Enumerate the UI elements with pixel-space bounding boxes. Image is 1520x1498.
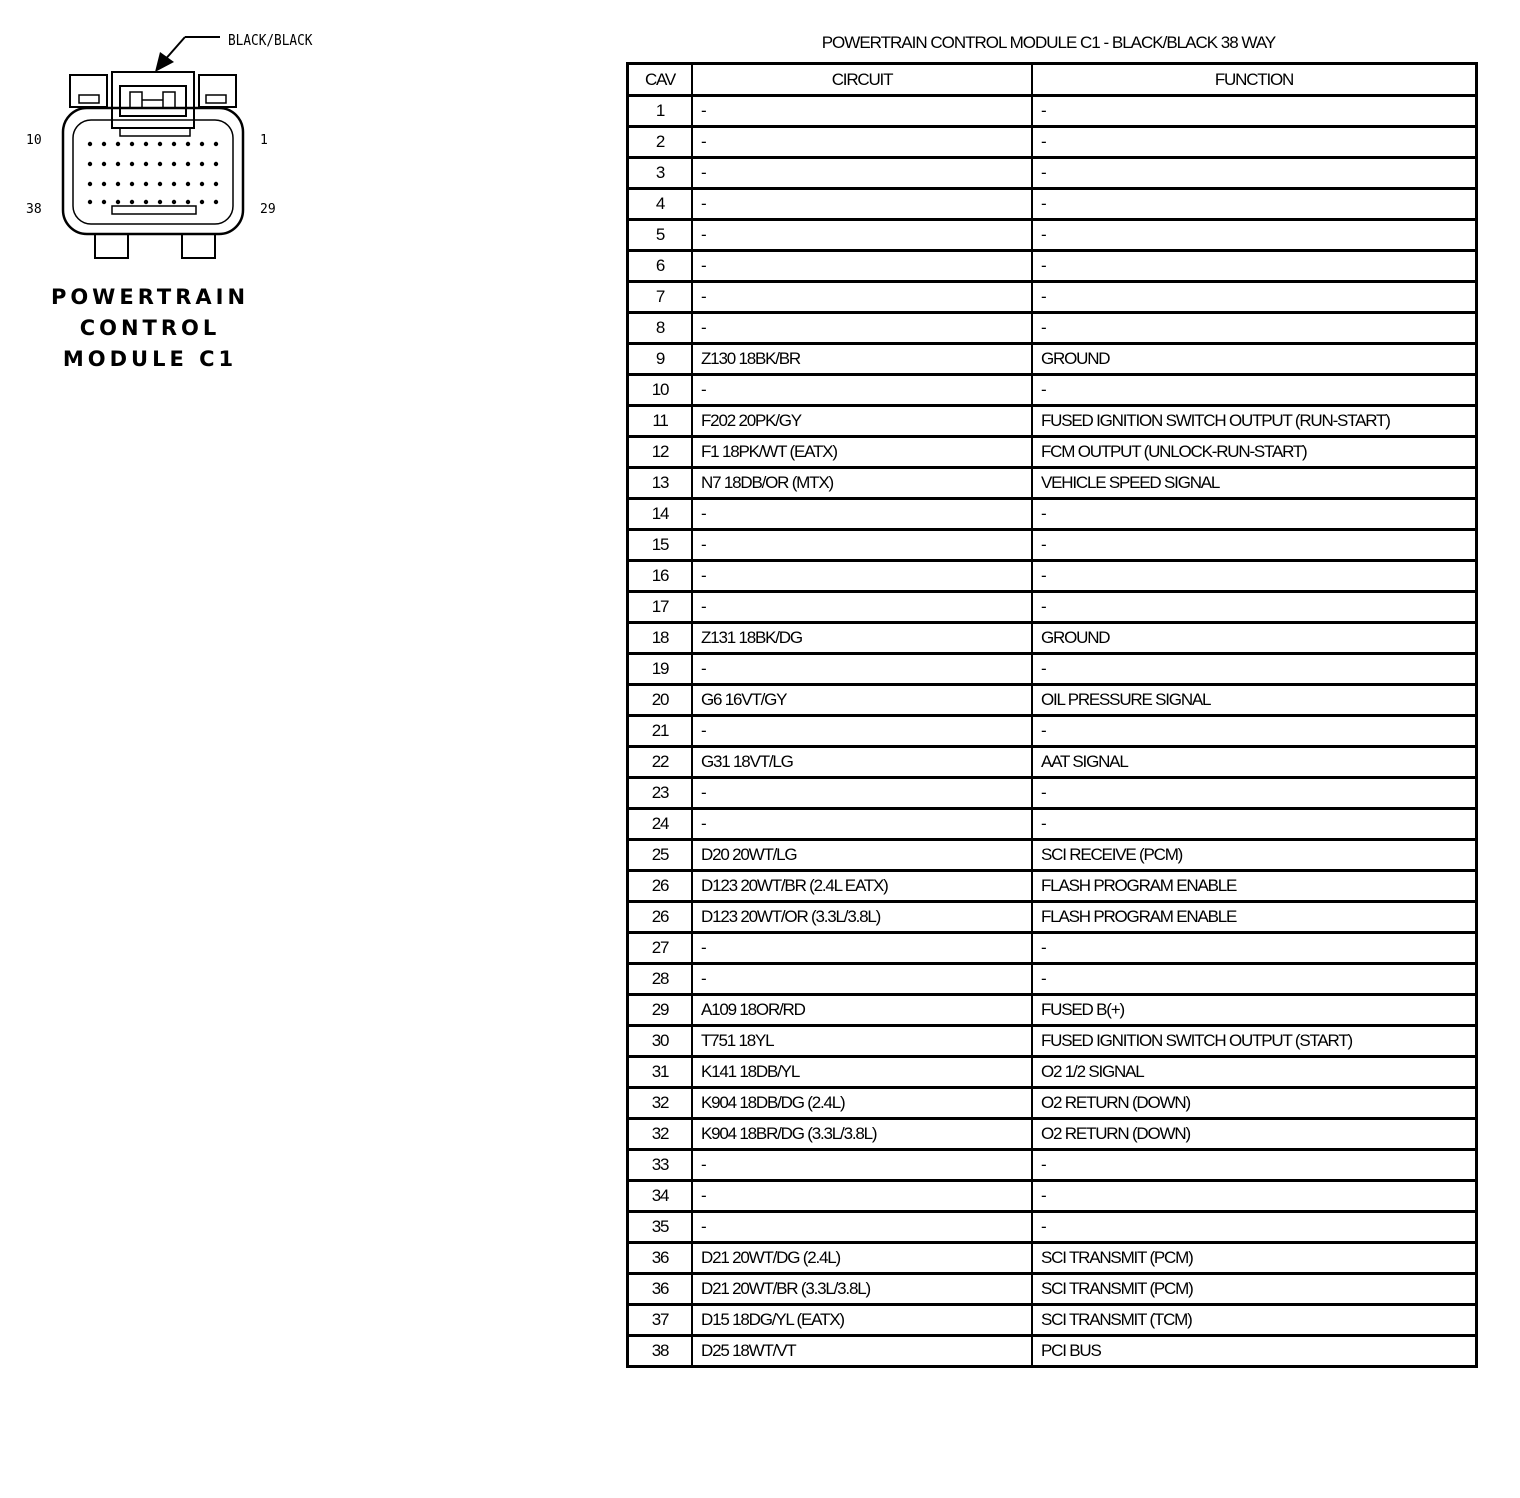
header-function: FUNCTION [1032,64,1477,96]
cell-circuit: - [692,1212,1032,1243]
cell-circuit: - [692,96,1032,127]
cell-cav: 36 [628,1274,693,1305]
cell-cav: 9 [628,344,693,375]
table-row [628,251,1477,282]
table-row [628,747,1477,778]
pin-dot [116,182,120,186]
cell-function: FUSED IGNITION SWITCH OUTPUT (RUN-START) [1032,406,1477,437]
cell-circuit: D21 20WT/BR (3.3L/3.8L) [692,1274,1032,1305]
cell-function: - [1032,375,1477,406]
table-row [628,127,1477,158]
cell-circuit: D15 18DG/YL (EATX) [692,1305,1032,1336]
pin-label-top-right: 1 [260,133,268,148]
cell-cav: 15 [628,530,693,561]
connector-title-line-1: POWERTRAIN [50,285,250,309]
cell-function: OIL PRESSURE SIGNAL [1032,685,1477,716]
table-row [628,561,1477,592]
pin-dot [116,162,120,166]
table-row [628,220,1477,251]
cell-function: - [1032,592,1477,623]
connector-diagram [0,0,600,420]
cell-circuit: - [692,809,1032,840]
cell-function: - [1032,1212,1477,1243]
cell-cav: 8 [628,313,693,344]
table-row [628,933,1477,964]
cell-function: FLASH PROGRAM ENABLE [1032,902,1477,933]
pin-dot [144,162,148,166]
cell-function: - [1032,313,1477,344]
cell-circuit: F202 20PK/GY [692,406,1032,437]
cell-circuit: - [692,313,1032,344]
cell-cav: 4 [628,189,693,220]
table-row [628,1057,1477,1088]
pin-dot [158,142,162,146]
cell-circuit: F1 18PK/WT (EATX) [692,437,1032,468]
cell-function: SCI TRANSMIT (TCM) [1032,1305,1477,1336]
pin-dot [186,182,190,186]
cell-cav: 35 [628,1212,693,1243]
cell-circuit: N7 18DB/OR (MTX) [692,468,1032,499]
cell-cav: 3 [628,158,693,189]
table-row [628,654,1477,685]
pin-dot [116,200,120,204]
connector-color-label: BLACK/BLACK [228,31,313,49]
pin-dot [186,142,190,146]
cell-cav: 19 [628,654,693,685]
pinout-table [626,62,1478,1368]
cell-function: - [1032,158,1477,189]
cell-circuit: G6 16VT/GY [692,685,1032,716]
cell-circuit: T751 18YL [692,1026,1032,1057]
cell-cav: 18 [628,623,693,654]
pin-dot [130,182,134,186]
cell-cav: 21 [628,716,693,747]
cell-function: GROUND [1032,344,1477,375]
pin-dot [88,182,92,186]
cell-function: - [1032,127,1477,158]
pin-dot [88,162,92,166]
table-row [628,902,1477,933]
cell-circuit: - [692,1181,1032,1212]
table-row [628,995,1477,1026]
pin-dot [88,142,92,146]
cell-function: - [1032,809,1477,840]
pin-dot [172,142,176,146]
pin-grid [88,142,218,204]
cell-circuit: - [692,592,1032,623]
cell-function: - [1032,654,1477,685]
pin-dot [102,182,106,186]
cell-function: - [1032,220,1477,251]
cell-circuit: - [692,127,1032,158]
pin-dot [158,200,162,204]
cell-circuit: Z130 18BK/BR [692,344,1032,375]
table-row [628,1336,1477,1367]
pin-dot [144,200,148,204]
pin-dot [200,142,204,146]
pin-dot [102,200,106,204]
pin-dot [200,200,204,204]
cell-function: - [1032,1150,1477,1181]
connector-title-line-3: MODULE C1 [62,347,238,371]
table-row [628,375,1477,406]
cell-circuit: - [692,1150,1032,1181]
cell-function: GROUND [1032,623,1477,654]
cell-function: - [1032,933,1477,964]
cell-cav: 26 [628,902,693,933]
pin-dot [200,182,204,186]
cell-circuit: - [692,158,1032,189]
table-row [628,406,1477,437]
table-row [628,592,1477,623]
cell-cav: 33 [628,1150,693,1181]
table-row [628,96,1477,127]
cell-function: - [1032,964,1477,995]
table-row [628,1212,1477,1243]
cell-function: FCM OUTPUT (UNLOCK-RUN-START) [1032,437,1477,468]
cell-circuit: - [692,654,1032,685]
cell-function: - [1032,499,1477,530]
cell-function: - [1032,251,1477,282]
pin-dot [172,162,176,166]
cell-cav: 5 [628,220,693,251]
cell-function: - [1032,282,1477,313]
cell-function: O2 1/2 SIGNAL [1032,1057,1477,1088]
cell-circuit: D21 20WT/DG (2.4L) [692,1243,1032,1274]
cell-cav: 28 [628,964,693,995]
cell-circuit: - [692,375,1032,406]
cell-cav: 26 [628,871,693,902]
cell-cav: 10 [628,375,693,406]
cell-cav: 29 [628,995,693,1026]
cell-circuit: - [692,964,1032,995]
cell-function: - [1032,1181,1477,1212]
cell-function: O2 RETURN (DOWN) [1032,1088,1477,1119]
pin-dot [186,200,190,204]
table-row [628,437,1477,468]
pin-label-bottom-right: 29 [260,202,276,217]
connector-title-line-2: CONTROL [79,316,221,340]
pin-dot [144,182,148,186]
pin-dot [186,162,190,166]
table-row [628,1026,1477,1057]
pin-label-top-left: 10 [26,133,42,148]
cell-cav: 38 [628,1336,693,1367]
pin-dot [116,142,120,146]
pin-dot [158,162,162,166]
cell-function: - [1032,778,1477,809]
cell-circuit: - [692,220,1032,251]
table-row [628,530,1477,561]
cell-cav: 13 [628,468,693,499]
table-title: POWERTRAIN CONTROL MODULE C1 - BLACK/BLACK 38 WAY [821,33,1276,52]
cell-circuit: K904 18BR/DG (3.3L/3.8L) [692,1119,1032,1150]
pin-dot [130,162,134,166]
table-row [628,1150,1477,1181]
cell-cav: 37 [628,1305,693,1336]
pin-dot [214,200,218,204]
cell-cav: 17 [628,592,693,623]
cell-function: O2 RETURN (DOWN) [1032,1119,1477,1150]
cell-circuit: - [692,530,1032,561]
table-row [628,344,1477,375]
cell-cav: 11 [628,406,693,437]
table-row [628,313,1477,344]
table-row [628,1119,1477,1150]
cell-cav: 31 [628,1057,693,1088]
cell-cav: 12 [628,437,693,468]
table-row [628,1181,1477,1212]
pin-dot [102,162,106,166]
cell-circuit: K904 18DB/DG (2.4L) [692,1088,1032,1119]
cell-circuit: - [692,499,1032,530]
cell-cav: 24 [628,809,693,840]
pin-dot [158,182,162,186]
cell-cav: 32 [628,1119,693,1150]
cell-function: SCI RECEIVE (PCM) [1032,840,1477,871]
cell-circuit: A109 18OR/RD [692,995,1032,1026]
table-row [628,468,1477,499]
cell-circuit: Z131 18BK/DG [692,623,1032,654]
table-row [628,716,1477,747]
cell-circuit: D123 20WT/OR (3.3L/3.8L) [692,902,1032,933]
pin-dot [172,200,176,204]
cell-function: VEHICLE SPEED SIGNAL [1032,468,1477,499]
table-row [628,840,1477,871]
table-body [628,96,1477,1367]
arrow-icon [155,52,174,72]
pin-dot [130,142,134,146]
header-circuit: CIRCUIT [692,64,1032,96]
table-row [628,158,1477,189]
cell-cav: 36 [628,1243,693,1274]
cell-function: AAT SIGNAL [1032,747,1477,778]
pin-dot [214,162,218,166]
table-row [628,189,1477,220]
table-header-row [628,64,1477,96]
table-row [628,623,1477,654]
cell-circuit: K141 18DB/YL [692,1057,1032,1088]
cell-cav: 2 [628,127,693,158]
cell-cav: 16 [628,561,693,592]
pin-dot [214,182,218,186]
cell-function: - [1032,189,1477,220]
cell-function: FUSED IGNITION SWITCH OUTPUT (START) [1032,1026,1477,1057]
cell-cav: 25 [628,840,693,871]
cell-cav: 30 [628,1026,693,1057]
cell-cav: 6 [628,251,693,282]
cell-cav: 7 [628,282,693,313]
pin-label-bottom-left: 38 [26,202,42,217]
pin-dot [172,182,176,186]
pin-dot [130,200,134,204]
cell-function: PCI BUS [1032,1336,1477,1367]
cell-circuit: - [692,716,1032,747]
cell-function: SCI TRANSMIT (PCM) [1032,1274,1477,1305]
table-row [628,1305,1477,1336]
cell-cav: 32 [628,1088,693,1119]
cell-circuit: - [692,282,1032,313]
cell-cav: 23 [628,778,693,809]
table-row [628,1088,1477,1119]
cell-circuit: G31 18VT/LG [692,747,1032,778]
cell-cav: 22 [628,747,693,778]
pin-dot [200,162,204,166]
cell-cav: 34 [628,1181,693,1212]
table-row [628,809,1477,840]
cell-function: - [1032,561,1477,592]
cell-function: SCI TRANSMIT (PCM) [1032,1243,1477,1274]
cell-circuit: - [692,189,1032,220]
table-row [628,778,1477,809]
pin-dot [214,142,218,146]
table-row [628,871,1477,902]
table-row [628,499,1477,530]
table-row [628,282,1477,313]
cell-circuit: - [692,561,1032,592]
table-row [628,1274,1477,1305]
cell-circuit: D25 18WT/VT [692,1336,1032,1367]
cell-circuit: - [692,778,1032,809]
cell-cav: 14 [628,499,693,530]
pin-dot [88,200,92,204]
table-row [628,964,1477,995]
cell-cav: 27 [628,933,693,964]
header-cav: CAV [628,64,693,96]
cell-cav: 20 [628,685,693,716]
pin-dot [102,142,106,146]
cell-circuit: D20 20WT/LG [692,840,1032,871]
table-row [628,685,1477,716]
cell-function: - [1032,530,1477,561]
cell-function: FLASH PROGRAM ENABLE [1032,871,1477,902]
cell-function: - [1032,96,1477,127]
table-row [628,1243,1477,1274]
pin-dot [144,142,148,146]
cell-circuit: - [692,251,1032,282]
cell-function: - [1032,716,1477,747]
cell-circuit: D123 20WT/BR (2.4L EATX) [692,871,1032,902]
cell-cav: 1 [628,96,693,127]
cell-function: FUSED B(+) [1032,995,1477,1026]
cell-circuit: - [692,933,1032,964]
